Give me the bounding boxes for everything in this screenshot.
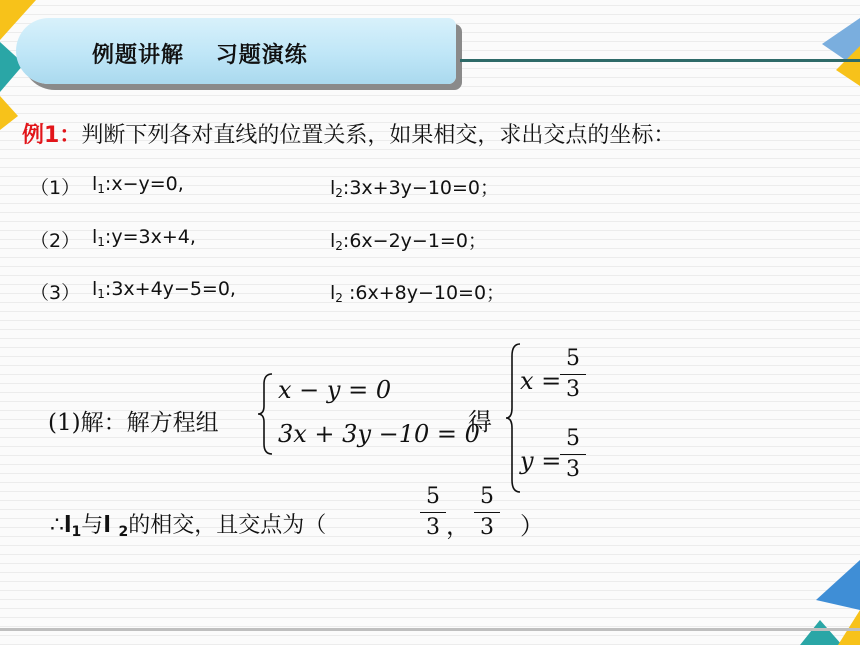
point-comma: ，: [446, 512, 470, 540]
solution-x: x =: [520, 367, 562, 395]
fraction-numerator: 5: [480, 484, 494, 509]
header-tab-text: [92, 38, 308, 69]
tab-label-examples: 例题讲解: [92, 42, 185, 68]
point-y-fraction: [474, 484, 500, 541]
item-2-l1: $l_1:y=3x+4$,: [92, 226, 196, 249]
item-3-l2: $l_2$ :6x+8y−10=0；: [330, 282, 506, 305]
solution-y-fraction: [560, 426, 586, 483]
fraction-numerator: 5: [426, 484, 440, 509]
top-right-decoration: [812, 0, 860, 90]
example-text: 判断下列各对直线的位置关系，如果相交，求出交点的坐标：: [81, 123, 676, 148]
conclusion-text: $\therefore l_1$与l $_2$的相交，且交点为（: [50, 513, 327, 540]
solution-label: (1)解：解方程组: [48, 410, 219, 436]
example-label: 例1：: [22, 123, 82, 148]
fraction-denominator: 3: [480, 515, 494, 540]
item-1-num: （1）: [30, 177, 81, 199]
footer-rule: [0, 628, 860, 631]
fraction-numerator: 5: [566, 426, 580, 451]
item-1-l2: $l_2:3x+3y-10=0$；: [330, 177, 500, 200]
system-brace: [256, 372, 276, 456]
equation-1: x − y = 0: [278, 376, 392, 404]
fraction-numerator: 5: [566, 346, 580, 371]
solution-y: y =: [520, 447, 562, 475]
bottom-right-decoration: [780, 560, 860, 645]
equation-2: 3x + 3y −10 = 0: [278, 420, 480, 448]
item-1-l1: $l_1:x-y=0$,: [92, 173, 184, 196]
fraction-denominator: 3: [566, 377, 580, 402]
item-3-num: （3）: [30, 282, 81, 304]
solution-x-fraction: [560, 346, 586, 403]
therefore-symbol: ∴: [50, 513, 64, 538]
tab-label-exercises: 习题演练: [215, 42, 308, 68]
fraction-denominator: 3: [426, 515, 440, 540]
point-close-paren: ）: [520, 512, 544, 540]
item-3-l1: $l_1:3x+4y-5=0$,: [92, 278, 236, 301]
item-2-num: （2）: [30, 230, 81, 252]
fraction-denominator: 3: [566, 457, 580, 482]
example-heading: [22, 118, 675, 149]
header-rule: [460, 59, 860, 62]
item-2-l2: $l_2:6x-2y-1=0$；: [330, 230, 487, 253]
solution-de: 得: [468, 408, 492, 436]
point-x-fraction: [420, 484, 446, 541]
